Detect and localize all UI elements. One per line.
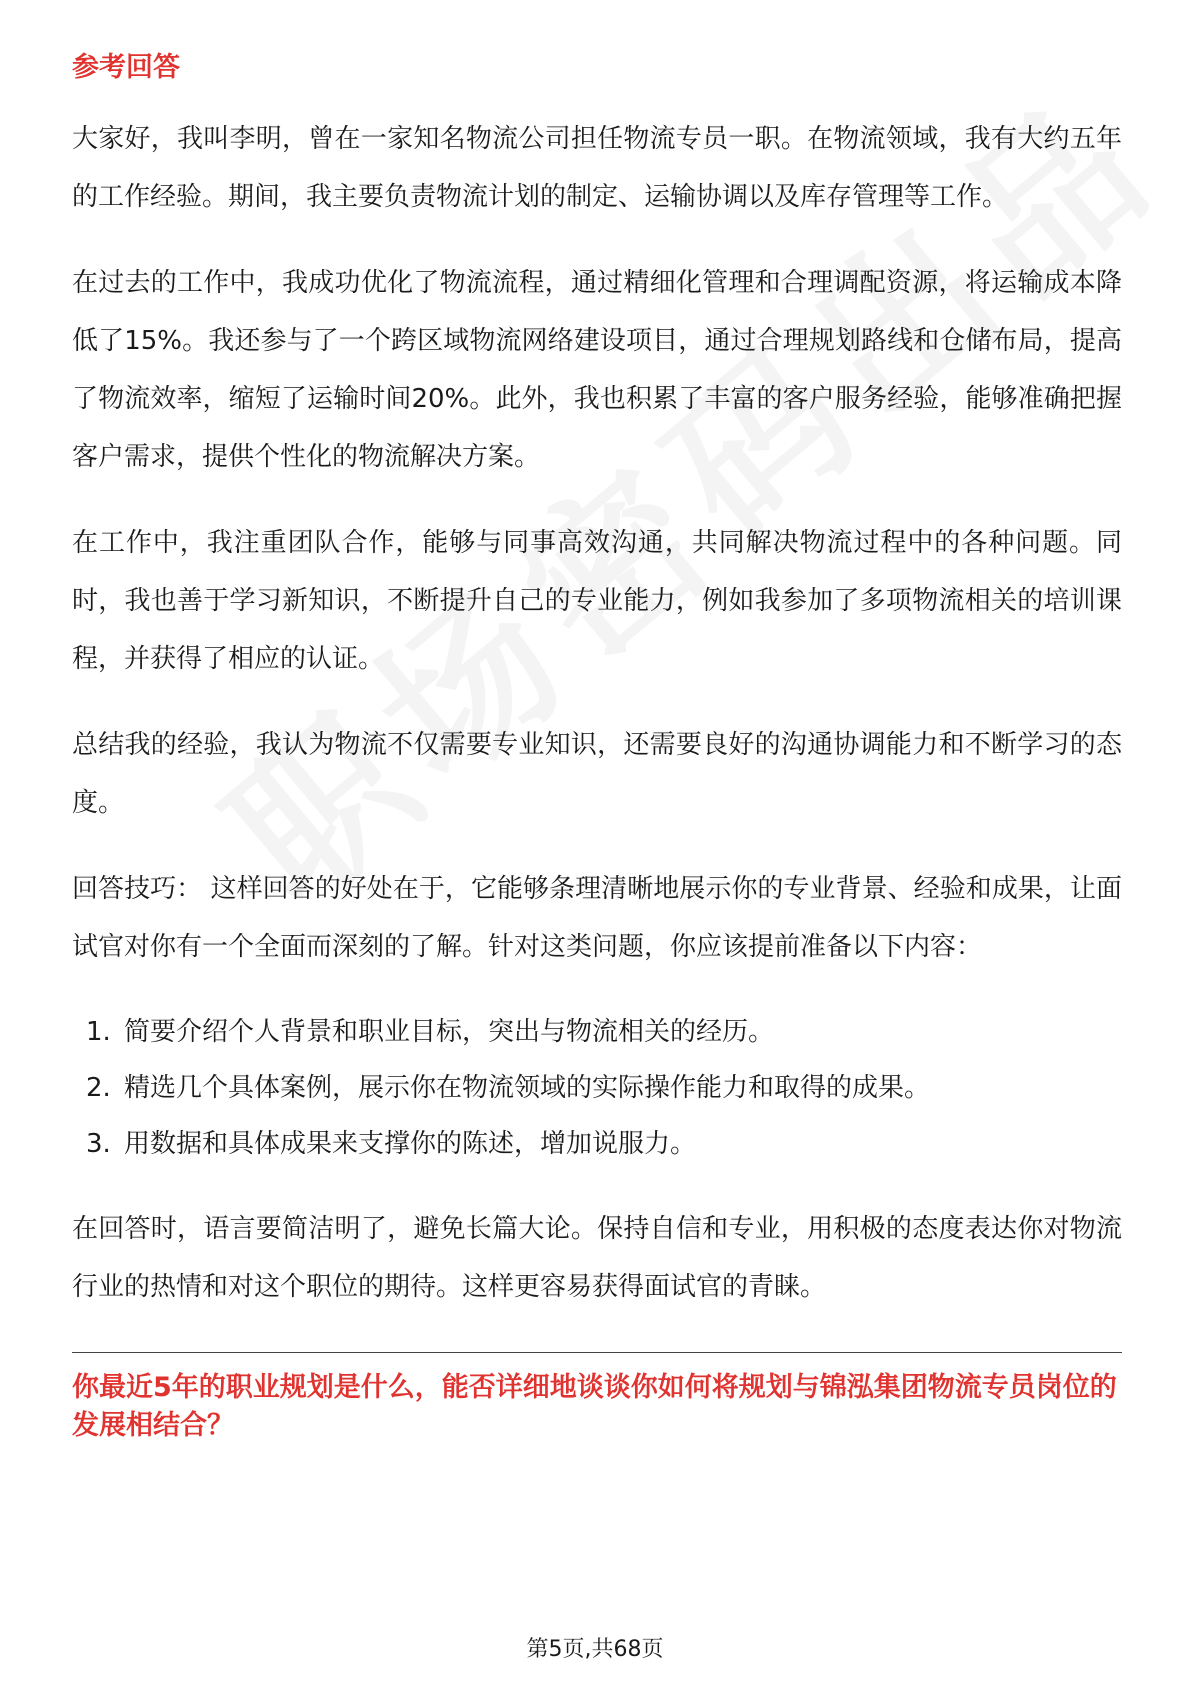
list-item xyxy=(86,1004,1122,1060)
closing-paragraph: 在回答时，语言要简洁明了，避免长篇大论。保持自信和专业，用积极的态度表达你对物流行业的热情和对这个职位的期待。这样更容易获得面试官的青睐。 xyxy=(72,1214,1122,1302)
list-item-number: 1. xyxy=(86,1017,111,1047)
answer-paragraph-2: 在过去的工作中，我成功优化了物流流程，通过精细化管理和合理调配资源，将运输成本降低了15%。我还参与了一个跨区域物流网络建设项目，通过合理规划路线和仓储布局，提高了物流效率，缩短了运输时间20%。此外，我也积累了丰富的客户服务经验，能够准确把握客户需求，提供个性化的物流解决方案。 xyxy=(72,268,1122,472)
answer-paragraph-4: 总结我的经验，我认为物流不仅需要专业知识，还需要良好的沟通协调能力和不断学习的态度。 xyxy=(72,730,1122,818)
page-footer: 第5页,共68页 xyxy=(526,1637,664,1662)
next-question: 你最近5年的职业规划是什么，能否详细地谈谈你如何将规划与锦泓集团物流专员岗位的发展相结合？ xyxy=(72,1372,1117,1441)
list-item-number: 2. xyxy=(86,1073,111,1103)
divider xyxy=(72,1352,1122,1353)
list-item-text: 精选几个具体案例，展示你在物流领域的实际操作能力和取得的成果。 xyxy=(124,1073,931,1103)
answer-paragraph-1: 大家好，我叫李明，曾在一家知名物流公司担任物流专员一职。在物流领域，我有大约五年的工作经验。期间，我主要负责物流计划的制定、运输协调以及库存管理等工作。 xyxy=(72,124,1122,212)
list-item xyxy=(86,1116,1122,1172)
list-item-text: 用数据和具体成果来支撑你的陈述，增加说服力。 xyxy=(124,1129,697,1159)
answer-paragraph-3: 在工作中，我注重团队合作，能够与同事高效沟通，共同解决物流过程中的各种问题。同时，我也善于学习新知识，不断提升自己的专业能力，例如我参加了多项物流相关的培训课程，并获得了相应的认证。 xyxy=(72,528,1122,674)
list-item-number: 3. xyxy=(86,1129,111,1159)
tips-list xyxy=(72,1004,1122,1172)
list-item-text: 简要介绍个人背景和职业目标，突出与物流相关的经历。 xyxy=(124,1017,775,1047)
list-item xyxy=(86,1060,1122,1116)
document-page xyxy=(72,48,1122,1445)
section-title: 参考回答 xyxy=(72,52,180,83)
tips-paragraph: 回答技巧： 这样回答的好处在于，它能够条理清晰地展示你的专业背景、经验和成果，让面试官对你有一个全面而深刻的了解。针对这类问题，你应该提前准备以下内容： xyxy=(72,874,1122,962)
